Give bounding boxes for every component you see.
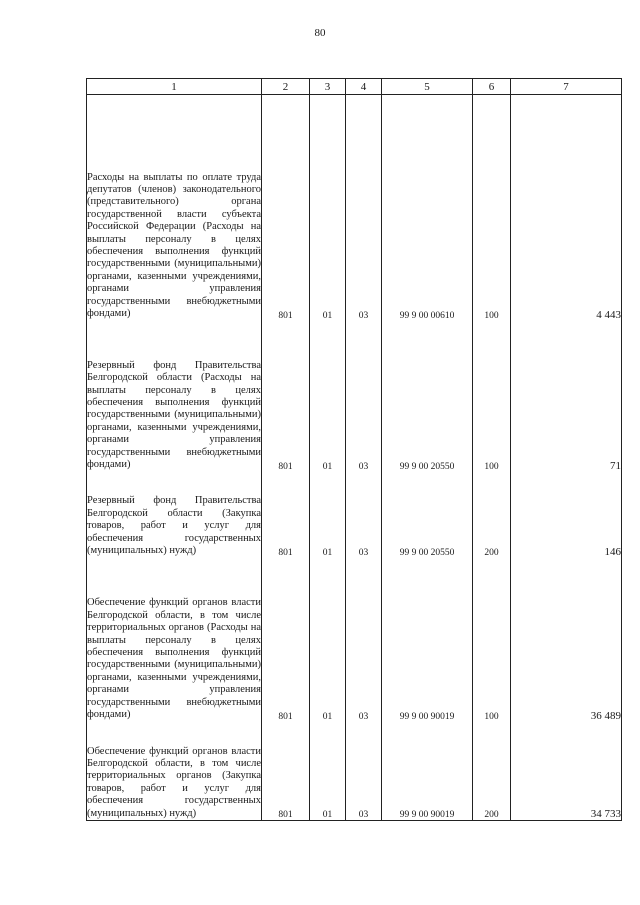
table-row <box>87 558 622 722</box>
table-row <box>87 95 622 321</box>
col-header-7: 7 <box>511 79 622 95</box>
row-description: Резервный фонд Правительства Белгородской области (Расходы на выплаты персоналу в целях обеспечения выполнения функций государственными (муниципальными) органами, казенными учреждениями, органами управления государственными внебюджетными фондами) <box>87 321 262 472</box>
row-ved-code: 801 <box>262 722 310 821</box>
row-target-article: 99 9 00 20550 <box>382 321 473 472</box>
row-expense-type: 100 <box>473 558 511 722</box>
row-target-article: 99 9 00 20550 <box>382 472 473 558</box>
row-description: Обеспечение функций органов власти Белгородской области, в том числе территориальных органов (Расходы на выплаты персоналу в целях обеспечения выполнения функций государственными (муниципальными) органами, казенными учреждениями, органами управления государственными внебюджетными фондами) <box>87 558 262 722</box>
col-header-3: 3 <box>310 79 346 95</box>
budget-table <box>86 78 622 821</box>
row-ved-code: 801 <box>262 321 310 472</box>
table-row <box>87 472 622 558</box>
row-target-article: 99 9 00 00610 <box>382 95 473 321</box>
row-target-article: 99 9 00 90019 <box>382 722 473 821</box>
row-expense-type: 200 <box>473 722 511 821</box>
row-section: 01 <box>310 95 346 321</box>
col-header-1: 1 <box>87 79 262 95</box>
row-amount: 36 489 <box>511 558 622 722</box>
row-amount: 71 <box>511 321 622 472</box>
row-subsection: 03 <box>346 558 382 722</box>
row-target-article: 99 9 00 90019 <box>382 558 473 722</box>
page-number: 80 <box>314 27 326 39</box>
col-header-6: 6 <box>473 79 511 95</box>
row-subsection: 03 <box>346 722 382 821</box>
row-expense-type: 100 <box>473 321 511 472</box>
row-expense-type: 100 <box>473 95 511 321</box>
row-expense-type: 200 <box>473 472 511 558</box>
header-row <box>87 79 622 95</box>
row-description: Обеспечение функций органов власти Белгородской области, в том числе территориальных органов (Закупка товаров, работ и услуг для обеспечения государственных (муниципальных) нужд) <box>87 722 262 821</box>
row-ved-code: 801 <box>262 95 310 321</box>
row-ved-code: 801 <box>262 472 310 558</box>
row-subsection: 03 <box>346 95 382 321</box>
row-section: 01 <box>310 722 346 821</box>
table-row <box>87 321 622 472</box>
col-header-4: 4 <box>346 79 382 95</box>
row-section: 01 <box>310 472 346 558</box>
row-ved-code: 801 <box>262 558 310 722</box>
row-description: Расходы на выплаты по оплате труда депутатов (членов) законодательного (представительного) органа государственной власти субъекта Российской Федерации (Расходы на выплаты персоналу в целях обеспечения выполнения функций государственными (муниципальными) органами, казенными учреждениями, органами управления государственными внебюджетными фондами) <box>87 95 262 321</box>
row-description: Резервный фонд Правительства Белгородской области (Закупка товаров, работ и услуг для обеспечения государственных (муниципальных) нужд) <box>87 472 262 558</box>
row-amount: 146 <box>511 472 622 558</box>
row-section: 01 <box>310 558 346 722</box>
row-section: 01 <box>310 321 346 472</box>
row-amount: 34 733 <box>511 722 622 821</box>
table-row <box>87 722 622 821</box>
col-header-2: 2 <box>262 79 310 95</box>
row-amount: 4 443 <box>511 95 622 321</box>
col-header-5: 5 <box>382 79 473 95</box>
row-subsection: 03 <box>346 472 382 558</box>
row-subsection: 03 <box>346 321 382 472</box>
